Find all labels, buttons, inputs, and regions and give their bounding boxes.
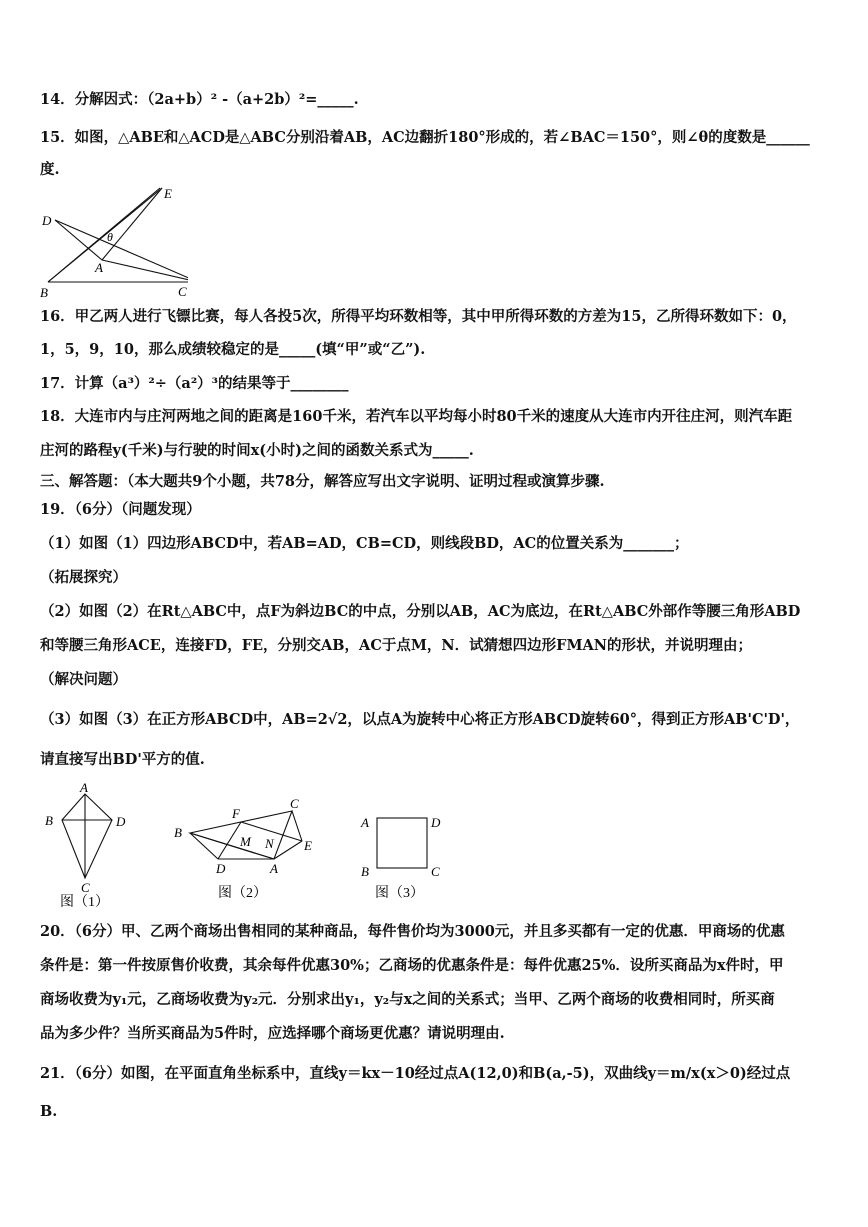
question-20-line2: 条件是：第一件按原售价收费，其余每件优惠30%；乙商场的优惠条件是：每件优惠25%．设所买商品为x件时，甲	[40, 957, 784, 974]
figure-15-triangle-fold	[38, 180, 188, 300]
figure-19-1-kite	[40, 778, 140, 913]
question-18-line1: 18．大连市内与庄河两地之间的距离是160千米，若汽车以平均每小时80千米的速度从大连市内开往庄河，则汽车距	[40, 408, 793, 425]
label-C: C	[81, 880, 90, 895]
label-E: E	[164, 186, 172, 201]
question-14: 14．分解因式：（2a+b）² -（a+2b）²=_____.	[40, 91, 359, 108]
figure-19-3-square	[355, 810, 455, 910]
question-20-line4: 品为多少件？当所买商品为5件时，应选择哪个商场更优惠？请说明理由.	[40, 1025, 505, 1042]
label-D: D	[116, 814, 126, 829]
label-A: A	[270, 861, 278, 876]
section-3-heading: 三、解答题：（本大题共9个小题，共78分，解答应写出文字说明、证明过程或演算步骤.	[40, 473, 605, 490]
label-A: A	[95, 260, 103, 275]
question-20-line3: 商场收费为y₁元，乙商场收费为y₂元．分别求出y₁，y₂与x之间的关系式；当甲、乙两个商场的收费相同时，所买商	[40, 991, 775, 1008]
figure-caption-3: 图（3）	[375, 886, 424, 901]
question-15-line2: 度.	[40, 161, 60, 178]
question-19-part2-line2: 和等腰三角形ACE，连接FD，FE，分别交AB，AC于点M，N．试猜想四边形FMAN的形状，并说明理由；	[40, 637, 753, 654]
question-15-line1: 15．如图，△ABE和△ACD是△ABC分别沿着AB，AC边翻折180°形成的，若∠BAC＝150°，则∠θ的度数是______	[40, 129, 810, 146]
label-N: N	[265, 836, 274, 851]
question-16-line1: 16．甲乙两人进行飞镖比赛，每人各投5次，所得平均环数相等，其中甲所得环数的方差为15，乙所得环数如下：0，	[40, 308, 797, 325]
question-19-part3-line2: 请直接写出BD'平方的值.	[40, 751, 205, 768]
label-M: M	[240, 834, 251, 849]
question-17: 17．计算（a³）²÷（a²）³的结果等于________	[40, 375, 349, 392]
question-16-line2: 1，5，9，10，那么成绩较稳定的是_____(填“甲”或“乙”).	[40, 341, 426, 358]
label-C: C	[431, 864, 440, 879]
label-A: A	[80, 780, 88, 795]
label-D: D	[431, 815, 441, 830]
question-21-line1: 21．（6分）如图，在平面直角坐标系中，直线y＝kx－10经过点A(12,0)和B(a,-5)，双曲线y＝m/x(x＞0)经过点	[40, 1065, 791, 1082]
question-19-heading3: （解决问题）	[40, 671, 127, 688]
question-19-part3-line1: （3）如图（3）在正方形ABCD中，AB=2√2，以点A为旋转中心将正方形ABCD旋转60°，得到正方形AB'C'D'，	[40, 711, 800, 728]
label-B: B	[45, 813, 53, 828]
question-21-line2: B.	[40, 1103, 58, 1120]
label-A: A	[361, 815, 369, 830]
question-19-part2-line1: （2）如图（2）在Rt△ABC中，点F为斜边BC的中点，分别以AB，AC为底边，在Rt△ABC外部作等腰三角形ABD	[40, 603, 801, 620]
question-19-heading2: （拓展探究）	[40, 569, 127, 586]
label-B: B	[361, 864, 369, 879]
question-19-part1: （1）如图（1）四边形ABCD中，若AB=AD，CB=CD，则线段BD，AC的位置关系为_______；	[40, 535, 689, 552]
label-D: D	[216, 861, 226, 876]
question-18-line2: 庄河的路程y(千米)与行驶的时间x(小时)之间的函数关系式为_____.	[40, 442, 474, 459]
label-B: B	[174, 825, 182, 840]
label-F: F	[232, 806, 240, 821]
figure-caption-1: 图（1）	[60, 895, 109, 910]
label-theta: θ	[107, 230, 113, 244]
label-E: E	[304, 838, 312, 853]
figure-caption-2: 图（2）	[218, 886, 267, 901]
figure-19-2-triangle	[170, 795, 330, 910]
question-20-line1: 20．（6分）甲、乙两个商场出售相同的某种商品，每件售价均为3000元，并且多买都有一定的优惠．甲商场的优惠	[40, 923, 785, 940]
label-C: C	[178, 284, 187, 299]
label-D: D	[42, 213, 52, 228]
label-B: B	[40, 285, 48, 300]
label-C: C	[290, 796, 299, 811]
question-19-title: 19．（6分）（问题发现）	[40, 501, 201, 518]
